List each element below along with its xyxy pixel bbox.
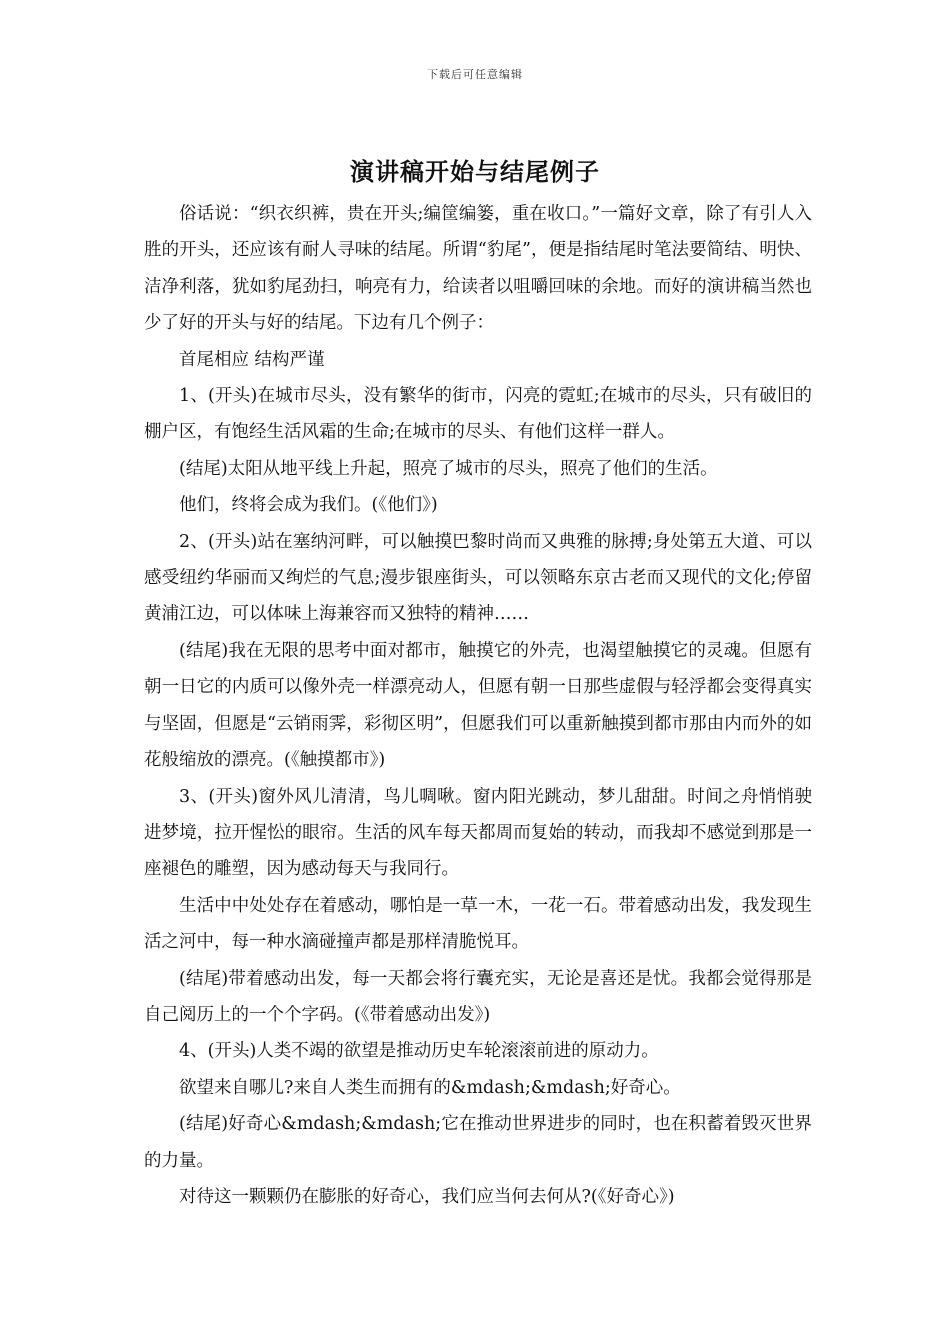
paragraph-example-3-ending: (结尾)带着感动出发，每一天都会将行囊充实，无论是喜还是忧。我都会觉得那是自己阅历上的一个个字码。(《带着感动出发》) <box>144 968 812 1025</box>
paragraph-example-1-ending: (结尾)太阳从地平线上升起，照亮了城市的尽头，照亮了他们的生活。 <box>179 458 718 479</box>
paragraph-example-3-opening: 3、(开头)窗外风儿清清，鸟儿啁啾。窗内阳光跳动，梦儿甜甜。时间之舟悄悄驶进梦境，拉开惺忪的眼帘。生活的风车每天都周而复始的转动，而我却不感觉到那是一座褪色的雕塑，因为感动每天与我同行。 <box>144 786 812 880</box>
paragraph-example-1-opening: 1、(开头)在城市尽头，没有繁华的街市，闪亮的霓虹;在城市的尽头，只有破旧的棚户区，有饱经生活风霜的生命;在城市的尽头、有他们这样一群人。 <box>144 386 812 443</box>
paragraph-example-3-middle: 生活中中处处存在着感动，哪怕是一草一木，一花一石。带着感动出发，我发现生活之河中，每一种水滴碰撞声都是那样清脆悦耳。 <box>144 895 812 953</box>
document-title: 演讲稿开始与结尾例子 <box>350 158 600 186</box>
header-note: 下载后可任意编辑 <box>427 68 523 81</box>
paragraph-example-2-opening: 2、(开头)站在塞纳河畔，可以触摸巴黎时尚而又典雅的脉搏;身处第五大道、可以感受纽约华丽而又绚烂的气息;漫步银座街头，可以领略东京古老而又现代的文化;停留黄浦江边，可以体味上海兼容而又独特的精神…… <box>144 531 812 625</box>
paragraph-example-4-opening: 4、(开头)人类不竭的欲望是推动历史车轮滚滚前进的原动力。 <box>179 1041 659 1062</box>
paragraph-example-4-closing: 对待这一颗颗仍在膨胀的好奇心，我们应当何去何从?(《好奇心》) <box>179 1186 675 1207</box>
document-body <box>144 196 812 1215</box>
paragraph-example-4-middle: 欲望来自哪儿?来自人类生而拥有的&mdash;&mdash;好奇心。 <box>179 1077 681 1098</box>
paragraph-example-1-ending-cont: 他们，终将会成为我们。(《他们》) <box>179 495 438 516</box>
paragraph-example-2-ending: (结尾)我在无限的思考中面对都市，触摸它的外壳，也渴望触摸它的灵魂。但愿有朝一日它的内质可以像外壳一样漂亮动人，但愿有朝一日那些虚假与轻浮都会变得真实与坚固，但愿是“云销雨霁，彩彻区明”，但愿我们可以重新触摸到都市那由内而外的如花般缩放的漂亮。(《触摸都市》) <box>144 640 812 771</box>
paragraph-example-4-ending: (结尾)好奇心&mdash;&mdash;它在推动世界进步的同时，也在积蓄着毁灭世界的力量。 <box>144 1114 812 1171</box>
paragraph-intro: 俗话说：“织衣织裤，贵在开头;编筐编篓，重在收口。”一篇好文章，除了有引人入胜的开头，还应该有耐人寻味的结尾。所谓“豹尾”，便是指结尾时笔法要简结、明快、洁净利落，犹如豹尾劲扫，响亮有力，给读者以咀嚼回味的余地。而好的演讲稿当然也少了好的开头与好的结尾。下边有几个例子： <box>144 204 812 334</box>
paragraph-section-heading: 首尾相应 结构严谨 <box>179 349 325 370</box>
